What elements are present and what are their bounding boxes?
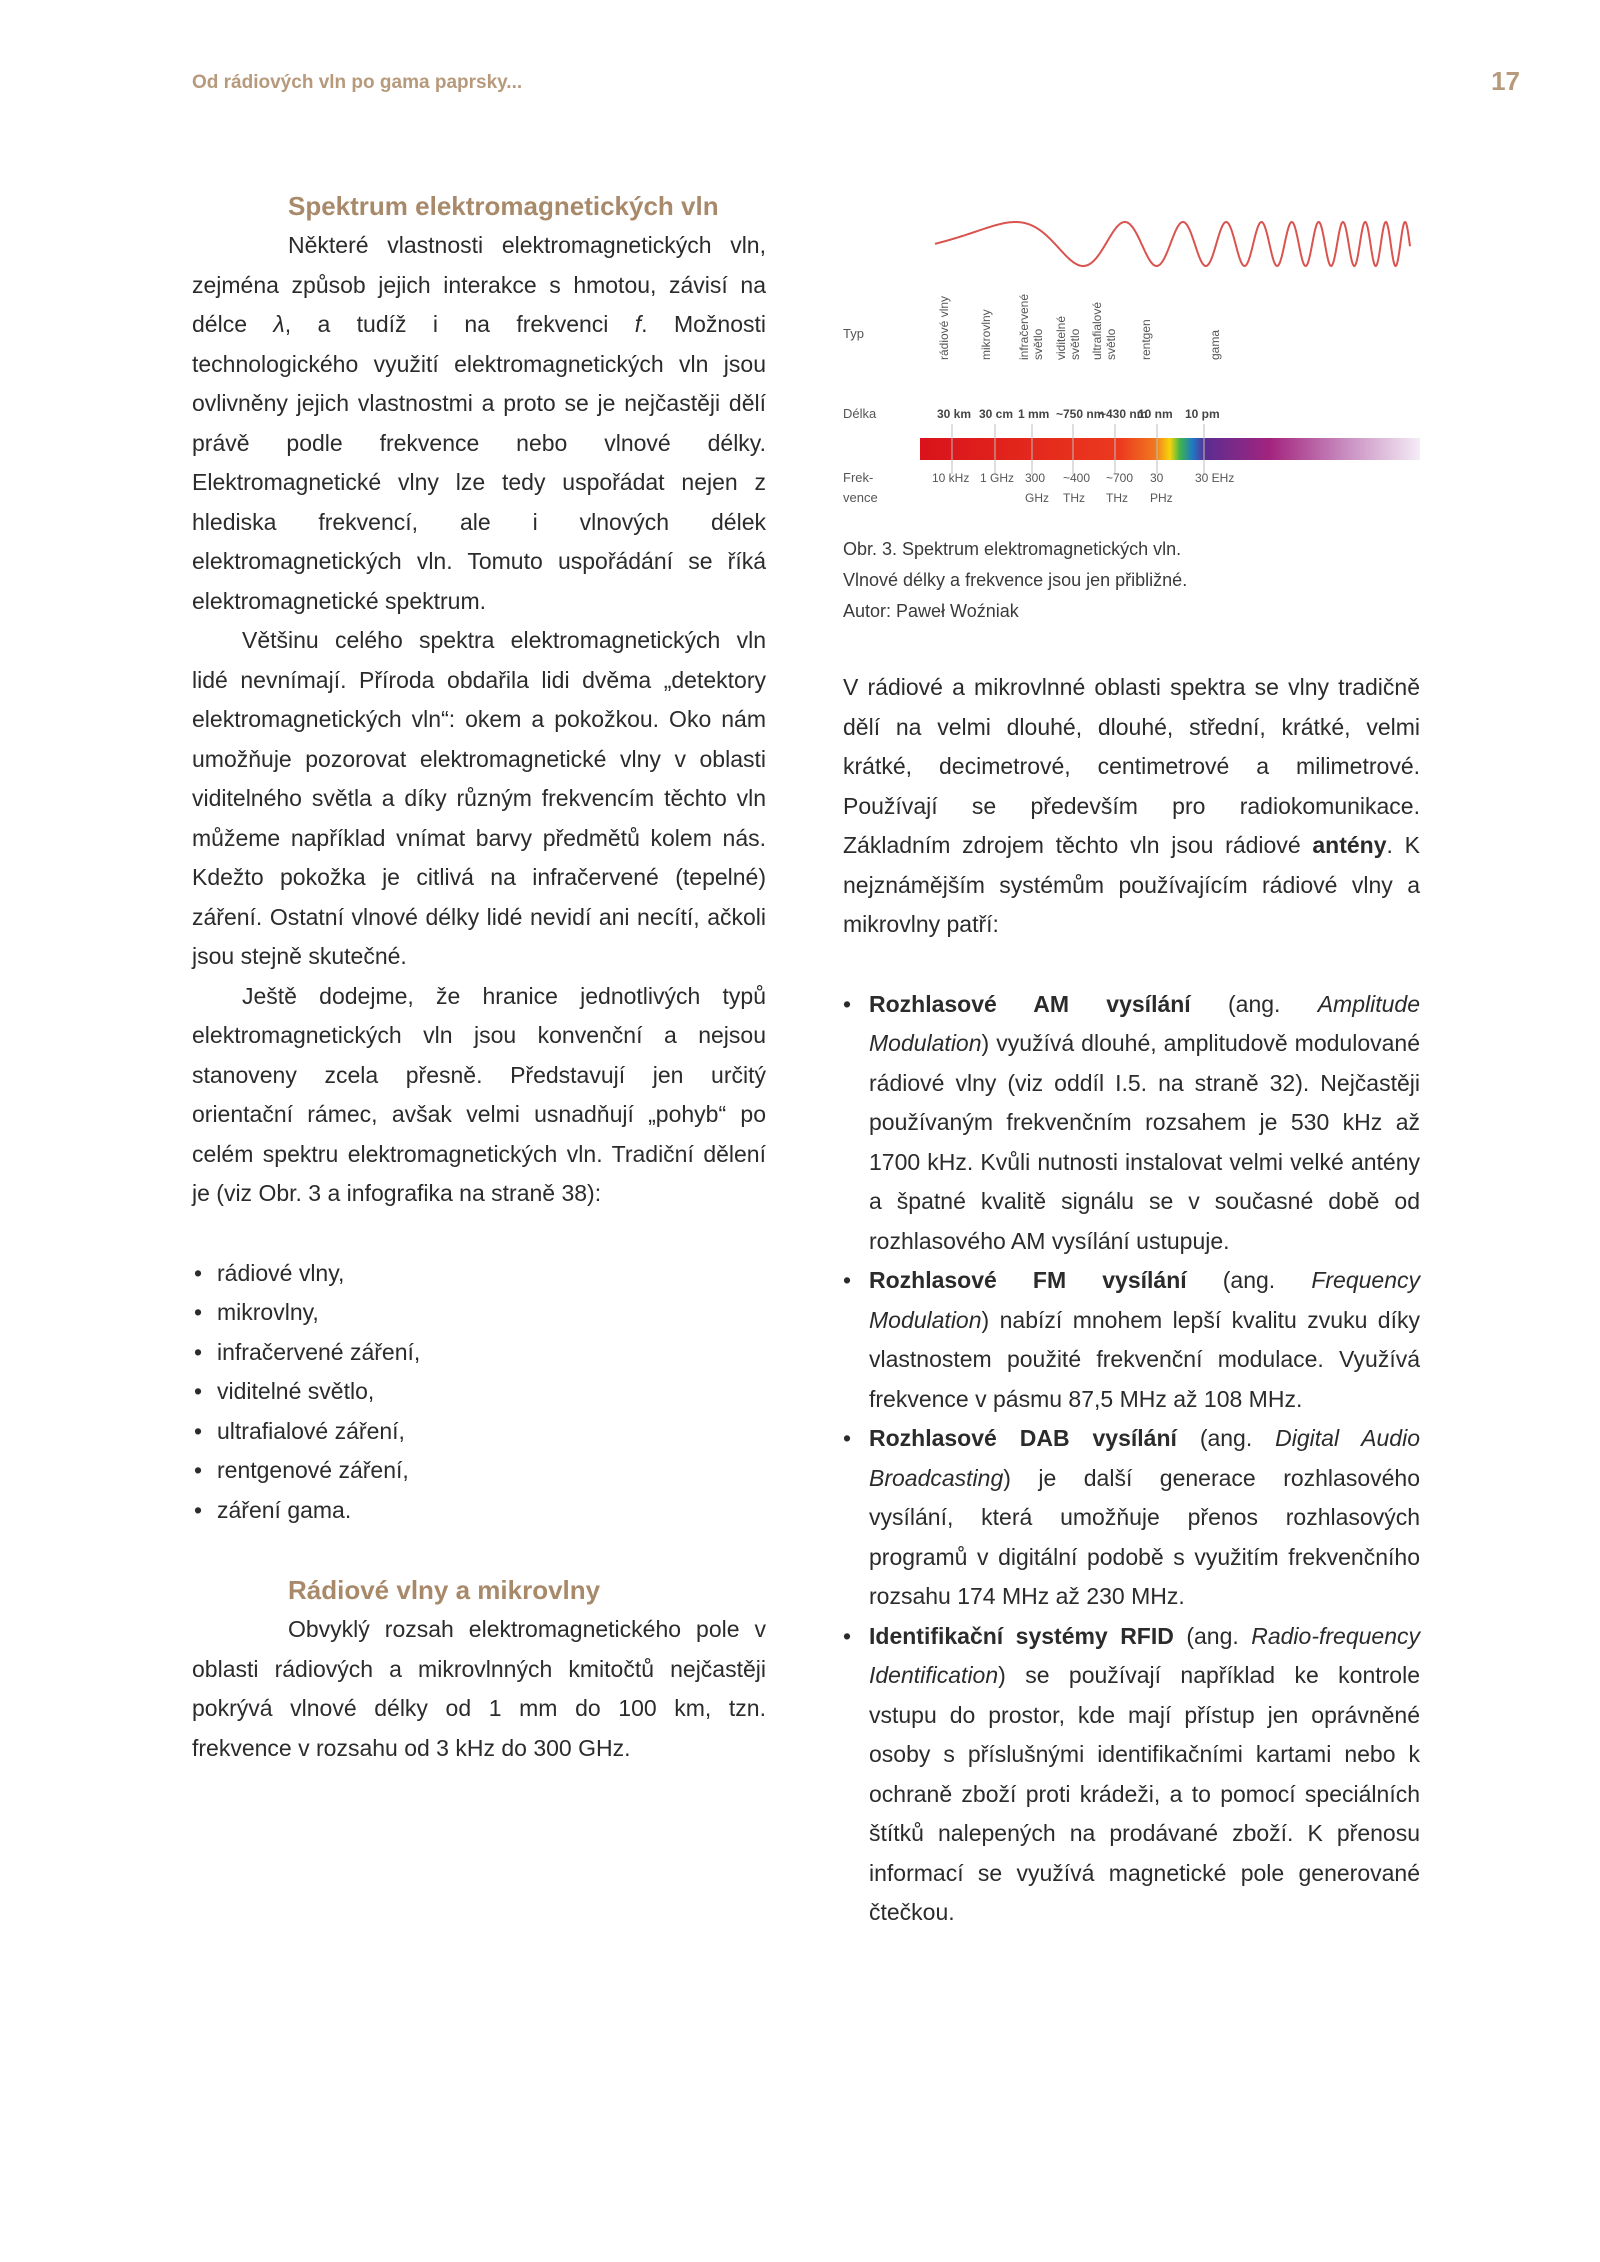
freq-label: 30 <box>1150 471 1164 485</box>
spectrum-figure <box>840 200 1420 510</box>
figure-caption <box>843 534 1187 627</box>
row-label-type: Typ <box>843 326 864 341</box>
row-label-freq-1: Frek- <box>843 470 874 485</box>
wave-line <box>935 222 1410 266</box>
type-label: ultrafialové <box>1090 301 1104 360</box>
type-label: světlo <box>1068 328 1082 360</box>
type-label: gama <box>1208 329 1222 360</box>
freq-label: GHz <box>1025 491 1049 505</box>
length-label: 1 mm <box>1018 407 1050 421</box>
spectrum-types-list <box>192 1254 766 1531</box>
paragraph-radio-range: Obvyklý rozsah elektromagnetického pole v oblasti rádiových a mikrovlnných kmitočtů nejčastěji pokrývá vlnové délky od 1 mm do 100 km, tzn. frekvence v rozsahu od 3 kHz do 300 GHz. <box>192 1616 766 1761</box>
length-label: ~430 nm <box>1099 407 1148 421</box>
type-label: infračervené <box>1017 293 1031 360</box>
freq-label: 30 EHz <box>1195 471 1235 485</box>
right-column <box>843 668 1420 1933</box>
length-label: 30 cm <box>979 407 1014 421</box>
freq-label: PHz <box>1150 491 1173 505</box>
length-label: 10 nm <box>1138 407 1173 421</box>
list-item-am: • Rozhlasové AM vysílání (ang. Amplitude Modulation) využívá dlouhé, amplitudově modulované rádiové vlny (viz oddíl I.5. na straně 32). Nejčastěji používaným frekvenčním rozsahem je 530 kHz až 1700 kHz. Kvůli nutnosti instalovat velmi velké antény a špatné kvalitě signálu se v současné době od rozhlasového AM vysílání ustupuje. <box>843 990 1420 1254</box>
list-item: • rádiové vlny, <box>192 1254 766 1294</box>
row-label-freq-2: vence <box>843 490 878 505</box>
list-item: • infračervené záření, <box>192 1333 766 1373</box>
type-label: rádiové vlny <box>937 295 951 360</box>
list-item-dab: • Rozhlasové DAB vysílání (ang. Digital Audio Broadcasting) je další generace rozhlasového vysílání, která umožňuje přenos rozhlasových programů v digitální podobě s využitím frekvenčního rozsahu 174 MHz až 230 MHz. <box>843 1425 1420 1609</box>
lambda-symbol: λ <box>273 311 285 337</box>
freq-label: 10 kHz <box>932 471 970 485</box>
length-labels <box>937 407 1220 421</box>
list-item: • mikrovlny, <box>192 1293 766 1333</box>
list-item: • záření gama. <box>192 1491 766 1531</box>
type-label: mikrovlny <box>979 309 993 360</box>
freq-label: ~400 <box>1063 471 1091 485</box>
freq-label: 1 GHz <box>980 471 1015 485</box>
list-item: • viditelné světlo, <box>192 1372 766 1412</box>
paragraph-spectrum-intro: Některé vlastnosti elektromagnetických vln, zejména způsob jejich interakce s hmotou, závisí na délce λ, a tudíž i na frekvenci f. Možnosti technologického využití elektromagnetických vln jsou ovlivněny jejich vlastnostmi a proto se je nejčastěji dělí právě podle frekvence nebo vlnové délky. Elektromagnetické vlny lze tedy uspořádat nejen z hlediska frekvencí, ale i vlnových délek elektromagnetických vln. Tomuto uspořádání se říká elektromagnetické spektrum. <box>192 232 766 614</box>
length-label: ~750 nm <box>1056 407 1105 421</box>
freq-label: THz <box>1063 491 1085 505</box>
left-column <box>192 186 766 1768</box>
type-label: viditelné <box>1054 315 1068 360</box>
row-label-length: Délka <box>843 406 877 421</box>
type-label: světlo <box>1104 328 1118 360</box>
running-title: Od rádiových vln po gama paprsky... <box>192 72 523 93</box>
page-number: 17 <box>1491 66 1520 96</box>
paragraph-boundaries: Ještě dodejme, že hranice jednotlivých typů elektromagnetických vln jsou konvenční a nejsou stanoveny zcela přesně. Představují jen určitý orientační rámec, avšak velmi usnadňují „pohyb“ po celém spektru elektromagnetických vln. Tradiční dělení je (viz Obr. 3 a infografika na straně 38): <box>192 982 766 1206</box>
type-label: rentgen <box>1139 319 1153 360</box>
paragraph-perception: Většinu celého spektra elektromagnetických vln lidé nevnímají. Příroda obdařila lidi dvěma „detektory elektromagnetických vln“: okem a pokožkou. Oko nám umožňuje pozorovat elektromagnetické vlny v oblasti viditelného světla a díky různým frekvencím těchto vln můžeme například vnímat barvy předmětů kolem nás. Kdežto pokožka je citlivá na infračervené (tepelné) záření. Ostatní vlnové délky lidé nevidí ani necítí, ačkoli jsou stejně skutečné. <box>192 627 766 969</box>
freq-label: 300 <box>1025 471 1046 485</box>
length-label: 10 pm <box>1185 407 1220 421</box>
list-item-fm: • Rozhlasové FM vysílání (ang. Frequency Modulation) nabízí mnohem lepší kvalitu zvuku díky vlastnostem použité frekvenční modulace. Využívá frekvence v pásmu 87,5 MHz až 108 MHz. <box>843 1267 1420 1412</box>
list-item: • rentgenové záření, <box>192 1451 766 1491</box>
systems-list <box>843 985 1420 1933</box>
caption-line: Obr. 3. Spektrum elektromagnetických vln. <box>843 539 1182 559</box>
list-item-rfid: • Identifikační systémy RFID (ang. Radio-frequency Identification) se používají například ke kontrole vstupu do prostor, kde mají přístup jen oprávněné osoby s příslušnými identifikačními kartami nebo k ochraně zboží proti krádeži, a to pomocí speciálních štítků nalepených na prodávané zboží. K přenosu informací se využívá magnetické pole generované čtečkou. <box>843 1622 1420 1925</box>
caption-line: Vlnové délky a frekvence jsou jen přibližné. <box>843 570 1188 590</box>
section-title-spectrum: Spektrum elektromagnetických vln <box>288 191 719 221</box>
caption-line: Autor: Paweł Woźniak <box>843 601 1019 621</box>
frequency-symbol: f <box>634 311 642 337</box>
freq-label: ~700 <box>1106 471 1134 485</box>
antenna-term: antény <box>1312 832 1387 858</box>
section-title-radio: Rádiové vlny a mikrovlny <box>288 1575 601 1605</box>
length-label: 30 km <box>937 407 972 421</box>
freq-labels <box>932 471 1234 505</box>
list-item: • ultrafialové záření, <box>192 1412 766 1452</box>
freq-label: THz <box>1106 491 1128 505</box>
type-label: světlo <box>1031 328 1045 360</box>
type-labels <box>937 294 1222 360</box>
paragraph-radio-bands: V rádiové a mikrovlnné oblasti spektra se vlny tradičně dělí na velmi dlouhé, dlouhé, střední, krátké, velmi krátké, decimetrové, centimetrové a milimetrové. Používají se především pro radiokomunikace. Základním zdrojem těchto vln jsou rádiové antény. K nejznámějším systémům používajícím rádiové vlny a mikrovlny patří: <box>843 674 1420 937</box>
